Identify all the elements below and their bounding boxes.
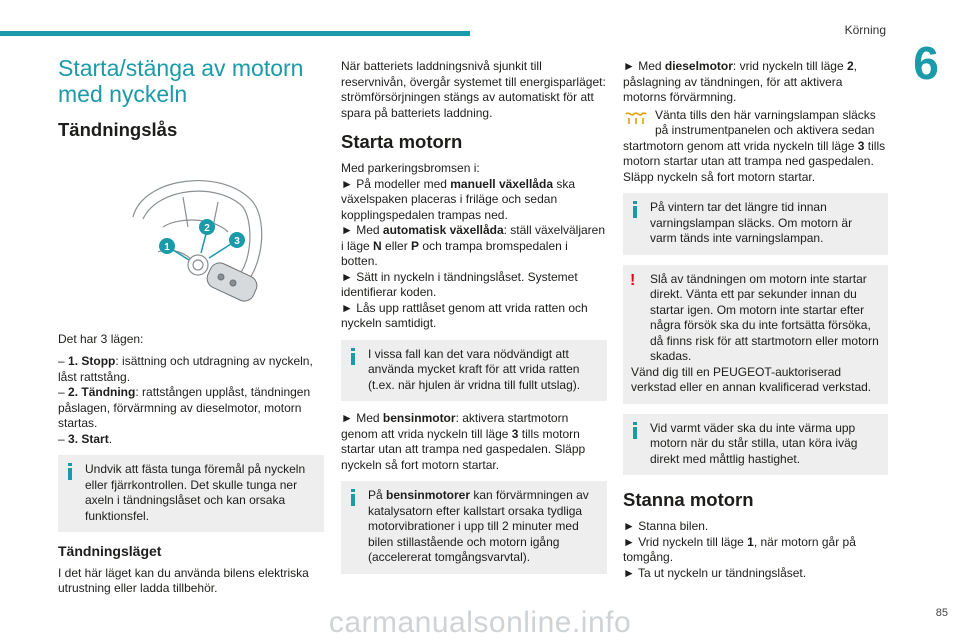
info-text: Vid varmt väder ska du inte värma upp motorn när du står stilla, utan köra iväg direkt med måttlig hastighet. bbox=[650, 420, 858, 466]
warning-text: Slå av tändningen om motorn inte startar direkt. Vänta ett par sekunder innan du startar igen. Om motorn inte startar efter några försök ska du inte fortsätta försöka, då finns risk för att startmotorn eller motorn skadas. bbox=[650, 271, 879, 363]
info-icon bbox=[348, 348, 358, 365]
info-box bbox=[341, 481, 607, 574]
intro-text: Det har 3 lägen: bbox=[58, 331, 144, 346]
warning-text-2: Vänd dig till en PEUGEOT-auktoriserad verkstad eller en annan kvalificerad verkstad. bbox=[631, 364, 872, 394]
heading-tandningslas: Tändningslås bbox=[58, 119, 178, 140]
column-3 bbox=[623, 59, 888, 588]
info-box bbox=[623, 414, 888, 476]
bullet-item: ► På modeller med manuell växellåda ska växelspaken placeras i friläge och sedan kopplingspedalen trampas ned. bbox=[341, 176, 576, 222]
bullet-item: ► Lås upp rattlåset genom att vrida ratten och nyckeln samtidigt. bbox=[341, 300, 588, 330]
bullet-item: ► Vrid nyckeln till läge 1, när motorn går på tomgång. bbox=[623, 534, 856, 564]
column-2 bbox=[341, 59, 607, 584]
warning-icon: ! bbox=[630, 271, 636, 289]
ignition-key-illustration bbox=[103, 157, 273, 317]
info-text: I vissa fall kan det vara nödvändigt att använda mycket kraft för att vrida ratten (t.ex. när hjulen är vridna till fullt utslag). bbox=[368, 346, 581, 392]
column-1 bbox=[58, 55, 324, 604]
warning-box bbox=[623, 265, 888, 404]
header-accent-bar bbox=[0, 31, 470, 36]
list-item: – 2. Tändning: rattstången upplåst, tändningen påslagen, förvärmning av dieselmotor, motorn startas. bbox=[58, 385, 311, 430]
info-box bbox=[623, 193, 888, 255]
label-1: 1 bbox=[164, 242, 170, 253]
bullet-item: ► Med automatisk växellåda: ställ växelväljaren i läge N eller P och trampa bromspedalen i botten. bbox=[341, 223, 606, 268]
chapter-number: 6 bbox=[913, 37, 939, 89]
info-icon bbox=[630, 201, 640, 218]
page-number: 85 bbox=[935, 607, 948, 619]
bullet-item: ► Med bensinmotor: aktivera startmotorn genom att vrida nyckeln till läge 3 tills motorn startar utan att trampa ned gaspedalen. Släpp nyckeln så fort motorn startar. bbox=[341, 411, 586, 472]
heading-tandningslaget: Tändningsläget bbox=[58, 543, 162, 559]
body-text: I det här läget kan du använda bilens elektriska utrustning eller ladda tillbehör. bbox=[58, 565, 309, 595]
info-box bbox=[341, 340, 607, 402]
watermark: carmanualsonline.info bbox=[328, 606, 632, 639]
list-item: – 1. Stopp: isättning och utdragning av nyckeln, låst rattstång. bbox=[58, 354, 313, 384]
info-box bbox=[58, 455, 324, 532]
info-text: På bensinmotorer kan förvärmningen av katalysatorn efter kallstart orsaka tydliga motorvibrationer i upp till 2 minuter med bilen stillastående och motorn igång (accelererat tomgångsvarvtal). bbox=[368, 488, 589, 564]
bullet-item: ► Stanna bilen. bbox=[623, 519, 709, 533]
body-text: När batteriets laddningsnivå sjunkit till reservnivån, övergår systemet till energisparläget: strömförsörjningen stängs av automatiskt för att spara på batteriets laddning. bbox=[341, 59, 606, 120]
label-2: 2 bbox=[204, 223, 210, 234]
body-text: Vänta tills den här varningslampan släcks på instrumentpanelen och aktivera sedan startmotorn genom att vrida nyckeln till läge 3 tills motorn startar utan att trampa ned gaspedalen. Släpp nyckeln så fort motorn startar. bbox=[623, 107, 886, 184]
chapter-title: Körning bbox=[844, 23, 886, 37]
list-item: – 3. Start. bbox=[58, 431, 113, 446]
heading-starta-motorn: Starta motorn bbox=[341, 131, 463, 152]
info-icon bbox=[348, 489, 358, 506]
glow-plug-warning-icon bbox=[623, 108, 649, 128]
label-3: 3 bbox=[234, 236, 240, 247]
bullet-item: ► Sätt in nyckeln i tändningslåset. Systemet identifierar koden. bbox=[341, 269, 578, 299]
info-text: På vintern tar det längre tid innan varningslampan släcks. Om motorn är varm tänds inte varningslampan. bbox=[650, 200, 853, 245]
info-icon bbox=[630, 422, 640, 439]
body-text: Med parkeringsbromsen i: bbox=[341, 161, 480, 175]
heading-stanna-motorn: Stanna motorn bbox=[623, 489, 754, 510]
bullet-item: ► Ta ut nyckeln ur tändningslåset. bbox=[623, 565, 807, 580]
bullet-item: ► Med dieselmotor: vrid nyckeln till läge 2, påslagning av tändningen, för att aktivera motorns förvärmning. bbox=[623, 59, 857, 104]
info-icon bbox=[65, 463, 75, 480]
section-title: Starta/stänga av motorn med nyckeln bbox=[58, 55, 304, 107]
info-text: Undvik att fästa tunga föremål på nyckeln eller fjärrkontrollen. Det skulle tunga ner axeln i tändningslåset och kan orsaka funktionsfel. bbox=[85, 462, 306, 523]
